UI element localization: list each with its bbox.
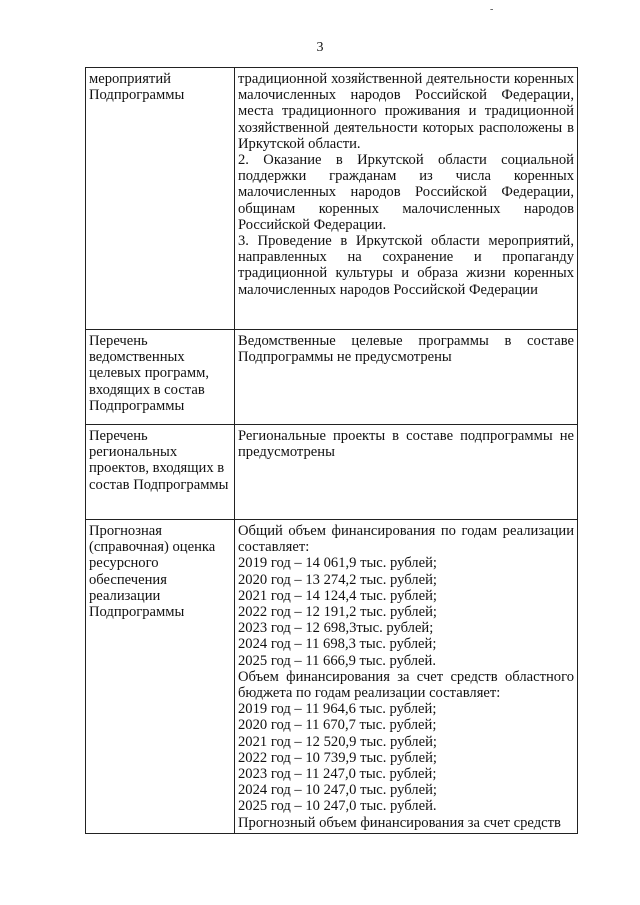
regional-budget-year: 2021 год – 12 520,9 тыс. рублей; [238, 733, 437, 750]
regional-budget-year: 2023 год – 11 247,0 тыс. рублей; [238, 766, 437, 783]
row-content-regional-projects [235, 425, 578, 520]
row-content-resource-estimate [235, 520, 578, 834]
regional-budget-year: 2025 год – 10 247,0 тыс. рублей. [238, 798, 437, 815]
row-label-departmental-programs: Перечень ведомственных целевых программ, входящих в состав Подпрограммы [86, 330, 235, 425]
total-funding-year: 2020 год – 13 274,2 тыс. рублей; [238, 571, 437, 588]
total-funding-year: 2024 год – 11 698,3 тыс. рублей; [238, 636, 437, 653]
regional-budget-year: 2019 год – 11 964,6 тыс. рублей; [238, 701, 437, 718]
subprogram-passport-table [85, 67, 578, 834]
activities-item-2: 2. Оказание в Иркутской области социальной поддержки гражданам из числа коренных малочисленных народов Российской Федерации, общинам коренных малочисленных народов Российской Федерации. [238, 152, 574, 233]
regional-budget-year: 2020 год – 11 670,7 тыс. рублей; [238, 717, 437, 734]
forecast-funding-intro: Прогнозный объем финансирования за счет средств [238, 814, 561, 831]
regional-projects-text: Региональные проекты в составе подпрограммы не предусмотрены [238, 428, 574, 461]
activities-item-1: традиционной хозяйственной деятельности коренных малочисленных народов Российской Федерации, места традиционного проживания и традиционной хозяйственной деятельности которых расположены в Иркутской области. [238, 71, 574, 152]
row-content-departmental-programs [235, 330, 578, 425]
total-funding-intro: Общий объем финансирования по годам реализации составляет: [238, 523, 574, 556]
scan-mark: - [490, 4, 494, 15]
regional-budget-year: 2022 год – 10 739,9 тыс. рублей; [238, 749, 437, 766]
table-row [86, 68, 578, 330]
regional-budget-year: 2024 год – 10 247,0 тыс. рублей; [238, 782, 437, 799]
total-funding-year: 2025 год – 11 666,9 тыс. рублей. [238, 652, 436, 669]
departmental-programs-text: Ведомственные целевые программы в составе Подпрограммы не предусмотрены [238, 333, 574, 366]
total-funding-year: 2021 год – 14 124,4 тыс. рублей; [238, 587, 437, 604]
total-funding-year: 2022 год – 12 191,2 тыс. рублей; [238, 604, 437, 621]
table-row [86, 520, 578, 834]
activities-item-3: 3. Проведение в Иркутской области мероприятий, направленных на сохранение и пропаганду традиционной культуры и образа жизни коренных малочисленных народов Российской Федерации [238, 233, 574, 298]
row-label-resource-estimate: Прогнозная (справочная) оценка ресурсного обеспечения реализации Подпрограммы [86, 520, 235, 834]
row-label-activities: мероприятий Подпрограммы [86, 68, 235, 330]
regional-budget-intro: Объем финансирования за счет средств областного бюджета по годам реализации составляет: [238, 668, 574, 702]
table-row [86, 425, 578, 520]
table-row [86, 330, 578, 425]
row-label-regional-projects: Перечень региональных проектов, входящих в состав Подпрограммы [86, 425, 235, 520]
row-content-activities [235, 68, 578, 330]
page-number: 3 [316, 40, 324, 55]
total-funding-year: 2019 год – 14 061,9 тыс. рублей; [238, 555, 437, 572]
total-funding-year: 2023 год – 12 698,3тыс. рублей; [238, 620, 434, 637]
